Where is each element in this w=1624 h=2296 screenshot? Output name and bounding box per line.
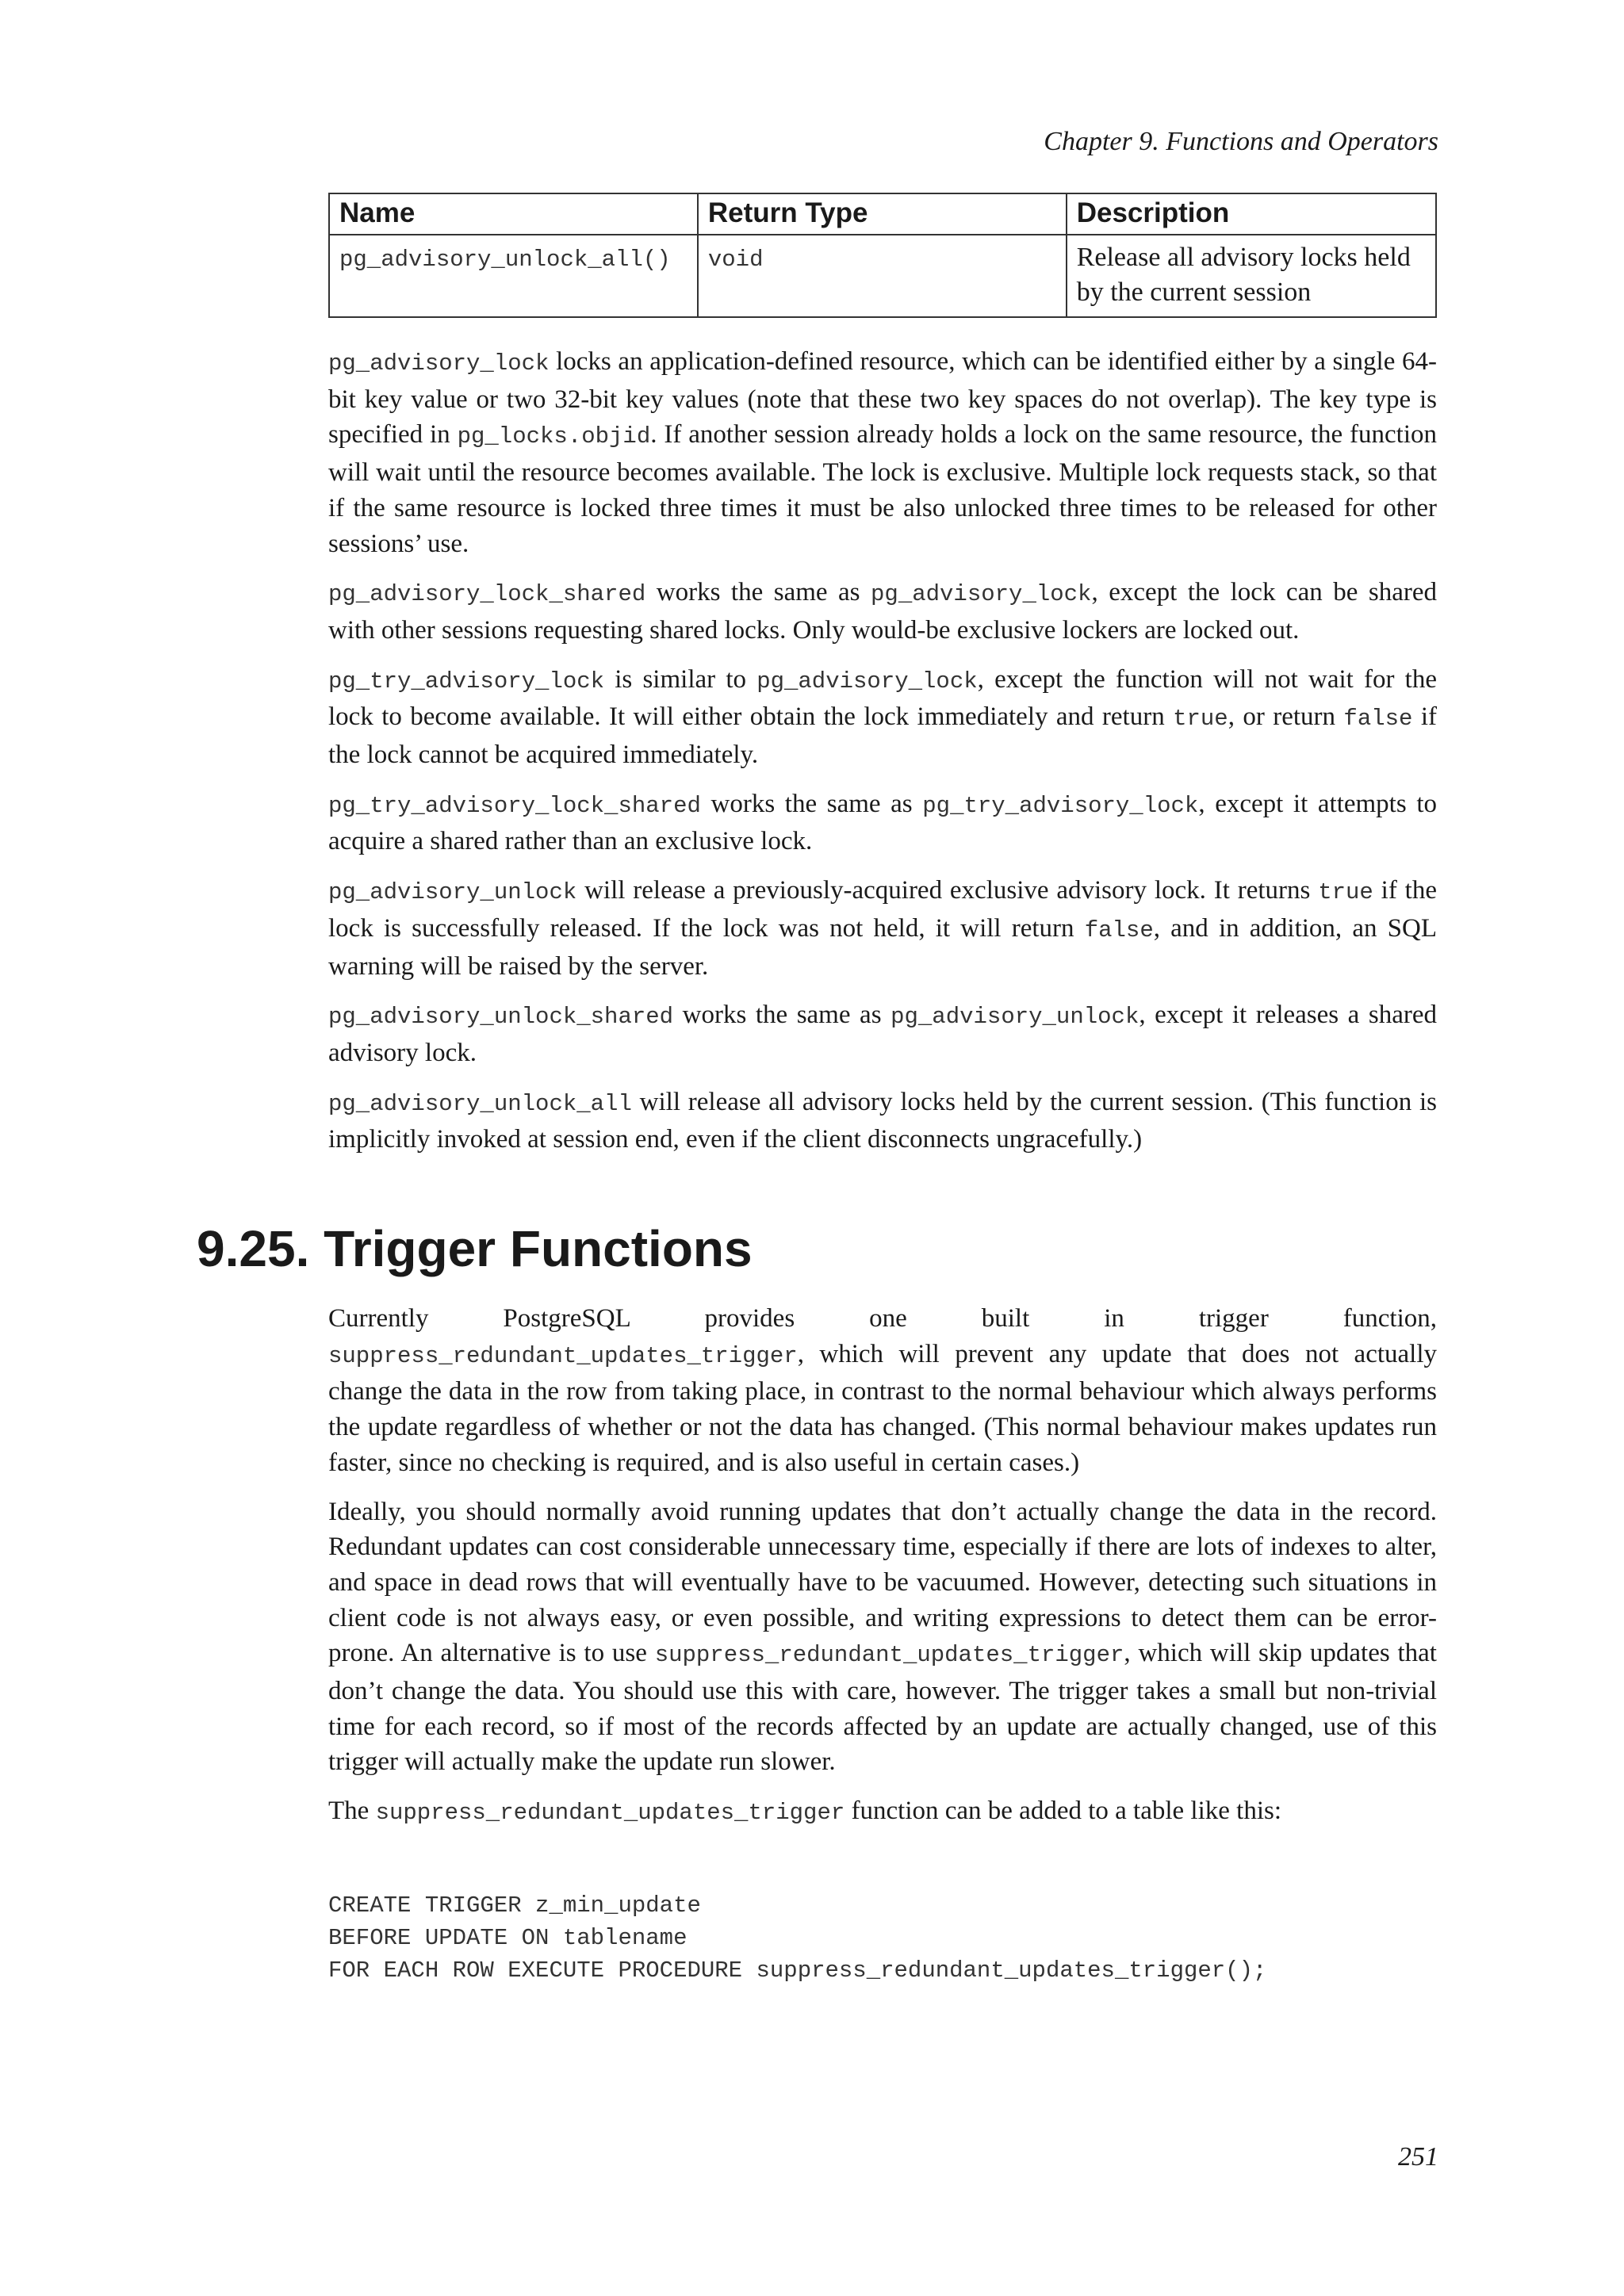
paragraph-text: works the same as bbox=[645, 578, 871, 607]
column-header-return-type: Return Type bbox=[698, 193, 1067, 235]
inline-code: true bbox=[1318, 879, 1373, 906]
return-type-cell: void bbox=[698, 235, 1067, 317]
inline-code: pg_advisory_unlock bbox=[328, 879, 577, 906]
description-cell: Release all advisory locks held by the current session bbox=[1067, 235, 1436, 317]
paragraph bbox=[328, 786, 1437, 859]
inline-code: pg_advisory_lock_shared bbox=[328, 581, 646, 608]
inline-code: pg_advisory_unlock bbox=[891, 1004, 1139, 1031]
inline-code: suppress_redundant_updates_trigger bbox=[375, 1800, 845, 1827]
inline-code: pg_advisory_lock bbox=[756, 668, 978, 695]
paragraph-text: , except the lock can be shared with other sessions requesting shared locks. Only would-be exclusive lockers are locked out. bbox=[328, 578, 1437, 645]
paragraph-text: , and in addition, an SQL warning will be raised by the server. bbox=[328, 913, 1437, 981]
paragraph-text: will release a previously-acquired exclusive advisory lock. It returns bbox=[576, 876, 1319, 905]
paragraph-text: , except it attempts to acquire a shared rather than an exclusive lock. bbox=[328, 789, 1437, 856]
inline-code: pg_advisory_unlock_shared bbox=[328, 1004, 674, 1031]
code-example: CREATE TRIGGER z_min_update BEFORE UPDATE ON tablename FOR EACH ROW EXECUTE PROCEDURE suppress_redundant_updates_trigger(); bbox=[328, 1892, 1267, 1984]
paragraph-text: , except it releases a shared advisory lock. bbox=[328, 1001, 1437, 1067]
paragraph bbox=[328, 344, 1437, 561]
paragraph-text: , which will prevent any update that does not actually change the data in the row from taking place, in contrast to the normal behaviour which always performs the update regardless of whether or not the data has changed. (This normal behaviour makes updates run faster, since no checking is required, and is also useful in certain cases.) bbox=[328, 1339, 1437, 1477]
inline-code: suppress_redundant_updates_trigger bbox=[328, 1342, 798, 1369]
inline-code: pg_locks.objid bbox=[457, 423, 651, 450]
page-number: 251 bbox=[1398, 2142, 1438, 2172]
table-row bbox=[329, 235, 1436, 317]
paragraph-text: will release all advisory locks held by the current session. (This function is implicitly invoked at session end, even if the client disconnects ungracefully.) bbox=[328, 1087, 1437, 1154]
paragraph-text: if the lock is successfully released. If the lock was not held, it will return bbox=[328, 876, 1437, 943]
paragraph-text: Currently PostgreSQL provides one built in trigger function, bbox=[328, 1304, 1437, 1333]
section-title: 9.25. Trigger Functions bbox=[197, 1220, 753, 1277]
inline-code: false bbox=[1084, 916, 1154, 943]
paragraph-text: locks an application-defined resource, which can be identified either by a single 64-bit key value or two 32-bit key values (note that these two key spaces do not overlap). The key type is specified in bbox=[328, 347, 1437, 450]
paragraph bbox=[328, 1494, 1437, 1781]
paragraph-text: , which will skip updates that don’t change the data. You should use this with care, however. The trigger takes a small but non-trivial time for each record, so if most of the records affected by an update are actually changed, use of this trigger will actually make the update run slower. bbox=[328, 1639, 1437, 1777]
inline-code: pg_try_advisory_lock_shared bbox=[328, 792, 701, 819]
paragraph bbox=[328, 662, 1437, 773]
chapter-header: Chapter 9. Functions and Operators bbox=[1044, 127, 1438, 156]
inline-code: suppress_redundant_updates_trigger bbox=[654, 1642, 1124, 1669]
paragraph bbox=[328, 575, 1437, 648]
paragraph-text: The bbox=[328, 1797, 376, 1826]
column-header-name: Name bbox=[329, 193, 698, 235]
inline-code: true bbox=[1173, 706, 1228, 733]
inline-code: pg_advisory_lock bbox=[871, 581, 1092, 608]
column-header-description: Description bbox=[1067, 193, 1436, 235]
inline-code: pg_try_advisory_lock bbox=[922, 792, 1199, 819]
function-name-cell: pg_advisory_unlock_all() bbox=[329, 235, 698, 317]
inline-code: pg_advisory_lock bbox=[328, 350, 550, 377]
paragraph bbox=[328, 1793, 1437, 1831]
paragraph-text: is similar to bbox=[604, 664, 757, 694]
inline-code: false bbox=[1343, 706, 1413, 733]
inline-code: pg_advisory_unlock_all bbox=[328, 1090, 632, 1117]
paragraph-text: , or return bbox=[1228, 702, 1344, 732]
advisory-lock-functions-table bbox=[328, 193, 1437, 318]
trigger-function-paragraphs bbox=[328, 1301, 1437, 1845]
paragraph-text: Ideally, you should normally avoid running updates that don’t actually change the data in the record. Redundant updates can cost considerable unnecessary time, especially if there are lots of indexes to alter, and space in dead rows that will eventually have to be vacuumed. However, detecting such situations in client code is not always easy, or even possible, and writing expressions to detect them can be error-prone. An alternative is to use bbox=[328, 1497, 1437, 1668]
paragraph-text: if the lock cannot be acquired immediately. bbox=[328, 702, 1437, 770]
table-header-row bbox=[329, 193, 1436, 235]
paragraph bbox=[328, 873, 1437, 984]
paragraph bbox=[328, 1301, 1437, 1481]
advisory-lock-paragraphs bbox=[328, 344, 1437, 1171]
inline-code: pg_try_advisory_lock bbox=[328, 668, 605, 695]
paragraph-text: works the same as bbox=[673, 1001, 891, 1030]
paragraph-text: . If another session already holds a lock on the same resource, the function will wait until the resource becomes available. The lock is exclusive. Multiple lock requests stack, so that if the same resource is locked three times it must be also unlocked three times to be released for other sessions’ use. bbox=[328, 420, 1438, 558]
paragraph bbox=[328, 997, 1437, 1070]
paragraph-text: works the same as bbox=[700, 789, 923, 818]
paragraph-text: , except the function will not wait for the lock to become available. It will either obtain the lock immediately and return bbox=[328, 664, 1437, 732]
paragraph-text: function can be added to a table like this: bbox=[845, 1797, 1282, 1826]
paragraph bbox=[328, 1085, 1437, 1158]
